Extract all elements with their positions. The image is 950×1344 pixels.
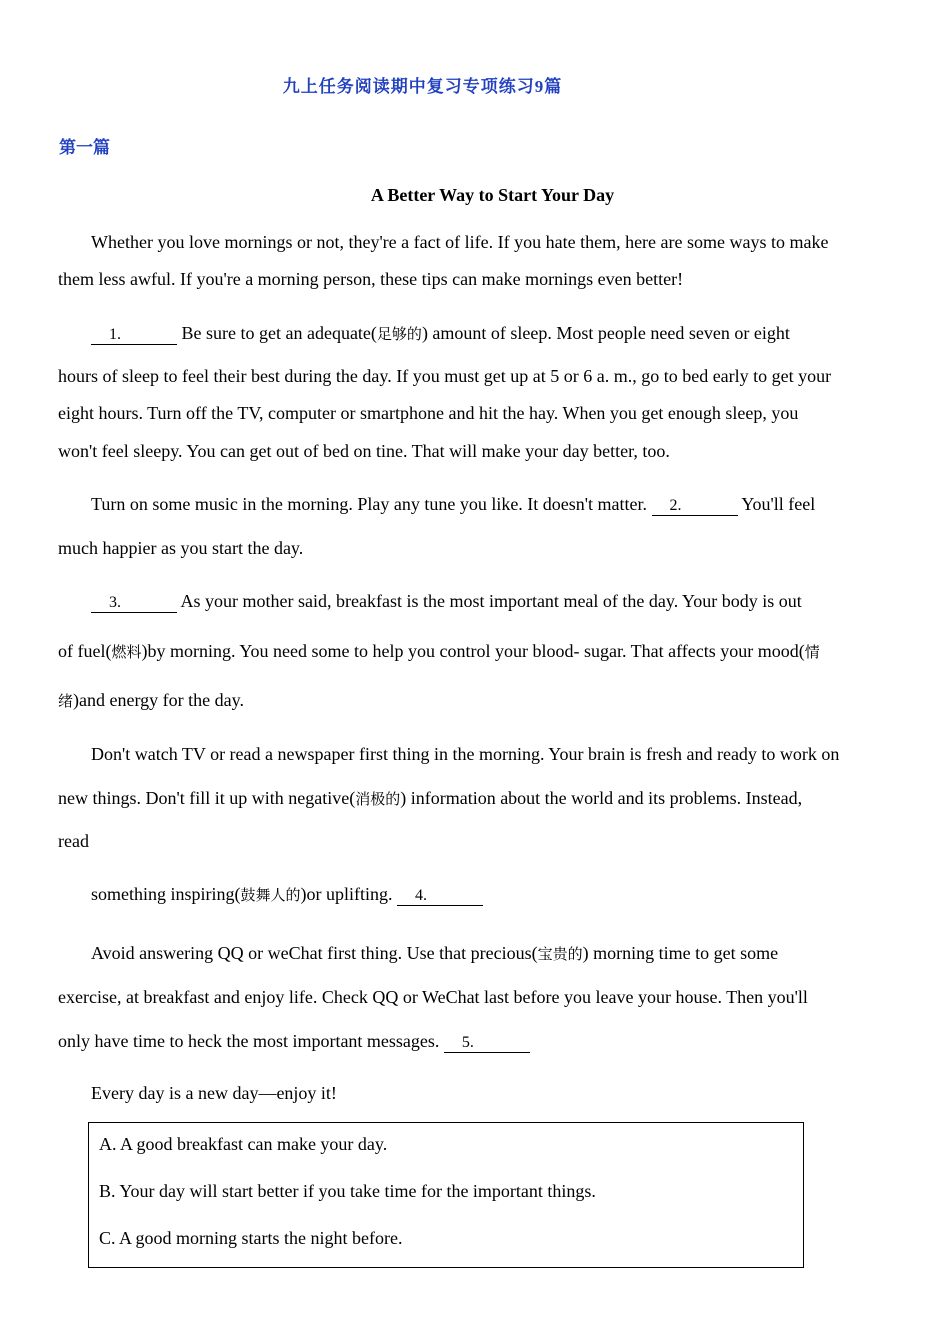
paragraph-3-line-2: much happier as you start the day. bbox=[58, 538, 304, 558]
answer-blank-2[interactable]: 2. bbox=[652, 497, 738, 516]
document-title: 九上任务阅读期中复习专项练习9篇 bbox=[282, 77, 563, 96]
paragraph-6-line-1: Avoid answering QQ or weChat first thing. Use that precious(宝贵的) morning time to get some bbox=[91, 943, 779, 963]
option-a: A. A good breakfast can make your day. bbox=[99, 1134, 388, 1154]
paragraph-6-line-2: exercise, at breakfast and enjoy life. Check QQ or WeChat last before you leave your house. Then you'll bbox=[58, 987, 808, 1007]
paragraph-1-line-2: them less awful. If you're a morning person, these tips can make mornings even better! bbox=[58, 269, 684, 289]
paragraph-5-line-3: read bbox=[58, 831, 89, 851]
closing-line: Every day is a new day—enjoy it! bbox=[91, 1083, 337, 1103]
paragraph-4-line-2: of fuel(燃料)by morning. You need some to help you control your blood- sugar. That affects your mood(情 bbox=[58, 641, 820, 661]
answer-blank-4[interactable]: 4. bbox=[397, 887, 483, 906]
option-c: C. A good morning starts the night before. bbox=[99, 1228, 403, 1248]
paragraph-3-line-1: Turn on some music in the morning. Play any tune you like. It doesn't matter. 2. You'll feel bbox=[91, 494, 816, 514]
paragraph-5-line-4: something inspiring(鼓舞人的)or uplifting. 4. bbox=[91, 884, 483, 906]
answer-blank-5[interactable]: 5. bbox=[444, 1034, 530, 1053]
paragraph-1-line-1: Whether you love mornings or not, they're a fact of life. If you hate them, here are some ways to make bbox=[91, 232, 829, 252]
paragraph-4-line-1: 3. As your mother said, breakfast is the most important meal of the day. Your body is out bbox=[91, 591, 802, 613]
paragraph-5-line-2: new things. Don't fill it up with negative(消极的) information about the world and its problems. Instead, bbox=[58, 788, 803, 808]
passage-title: A Better Way to Start Your Day bbox=[370, 185, 615, 205]
paragraph-2-line-3: eight hours. Turn off the TV, computer or smartphone and hit the hay. When you get enough sleep, you bbox=[58, 403, 799, 423]
option-b: B. Your day will start better if you take time for the important things. bbox=[99, 1181, 596, 1201]
answer-blank-3[interactable]: 3. bbox=[91, 594, 177, 613]
paragraph-2-line-4: won't feel sleepy. You can get out of bed on tine. That will make your day better, too. bbox=[58, 441, 670, 461]
paragraph-5-line-1: Don't watch TV or read a newspaper first thing in the morning. Your brain is fresh and ready to work on bbox=[91, 744, 840, 764]
paragraph-2-line-1: 1. Be sure to get an adequate(足够的) amount of sleep. Most people need seven or eight bbox=[91, 323, 790, 345]
answer-blank-1[interactable]: 1. bbox=[91, 326, 177, 345]
paragraph-2-line-2: hours of sleep to feel their best during the day. If you must get up at 5 or 6 a. m., go to bed early to get your bbox=[58, 366, 832, 386]
paragraph-4-line-3: 绪)and energy for the day. bbox=[58, 690, 244, 710]
paragraph-6-line-3: only have time to heck the most important messages. 5. bbox=[58, 1031, 530, 1053]
options-box bbox=[88, 1122, 804, 1268]
section-label: 第一篇 bbox=[59, 138, 110, 157]
